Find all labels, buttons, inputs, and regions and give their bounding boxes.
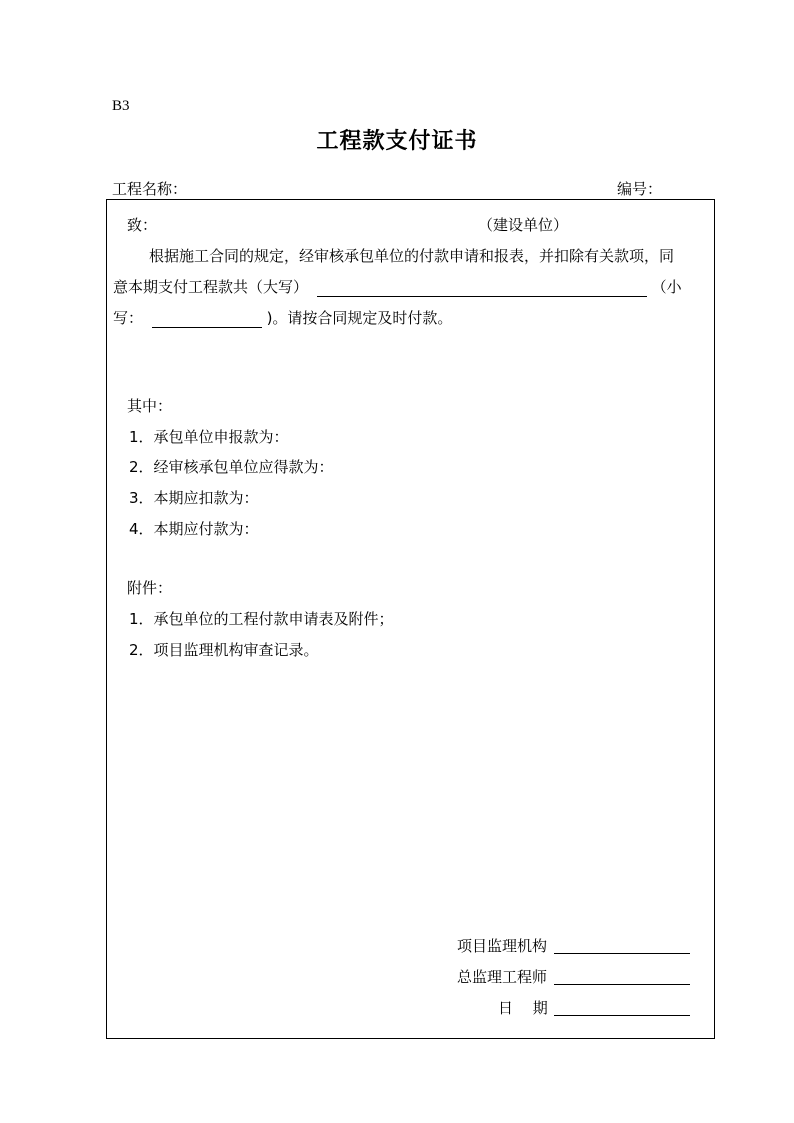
amount-lowercase-prefix: （小	[651, 278, 682, 296]
to-unit-label: （建设单位）	[478, 216, 569, 234]
project-name-label: 工程名称：	[112, 180, 188, 198]
supervision-org-label: 项目监理机构	[457, 937, 548, 955]
page-title: 工程款支付证书	[316, 128, 478, 154]
form-frame	[106, 199, 715, 1039]
chief-engineer-signature-line[interactable]	[554, 984, 690, 985]
paragraph-line-2	[113, 276, 682, 297]
payment-instruction-text: )。请按合同规定及时付款。	[266, 309, 453, 327]
among-item: 3．本期应扣款为：	[129, 489, 259, 507]
to-label: 致：	[127, 216, 158, 234]
form-code: B3	[112, 98, 130, 114]
number-label: 编号：	[617, 180, 663, 198]
supervision-org-signature-line[interactable]	[554, 953, 690, 954]
date-label: 日 期	[498, 999, 548, 1017]
among-item: 4．本期应付款为：	[129, 520, 259, 538]
among-label: 其中：	[127, 397, 173, 415]
chief-engineer-label: 总监理工程师	[457, 968, 548, 986]
date-signature-line[interactable]	[554, 1015, 690, 1016]
attachment-item: 1．承包单位的工程付款申请表及附件；	[129, 610, 394, 628]
amount-uppercase-label: 意本期支付工程款共（大写）	[113, 278, 309, 296]
among-item: 2．经审核承包单位应得款为：	[129, 458, 334, 476]
attachment-label: 附件：	[127, 579, 173, 597]
amount-lowercase-label: 写：	[113, 309, 144, 327]
amount-uppercase-field[interactable]	[317, 280, 647, 297]
paragraph-line-3	[113, 307, 452, 328]
paragraph-line-1: 根据施工合同的规定，经审核承包单位的付款申请和报表，并扣除有关款项，同	[149, 247, 675, 265]
among-item: 1．承包单位申报款为：	[129, 428, 289, 446]
amount-lowercase-field[interactable]	[152, 311, 262, 328]
attachment-item: 2．项目监理机构审查记录。	[129, 641, 319, 659]
